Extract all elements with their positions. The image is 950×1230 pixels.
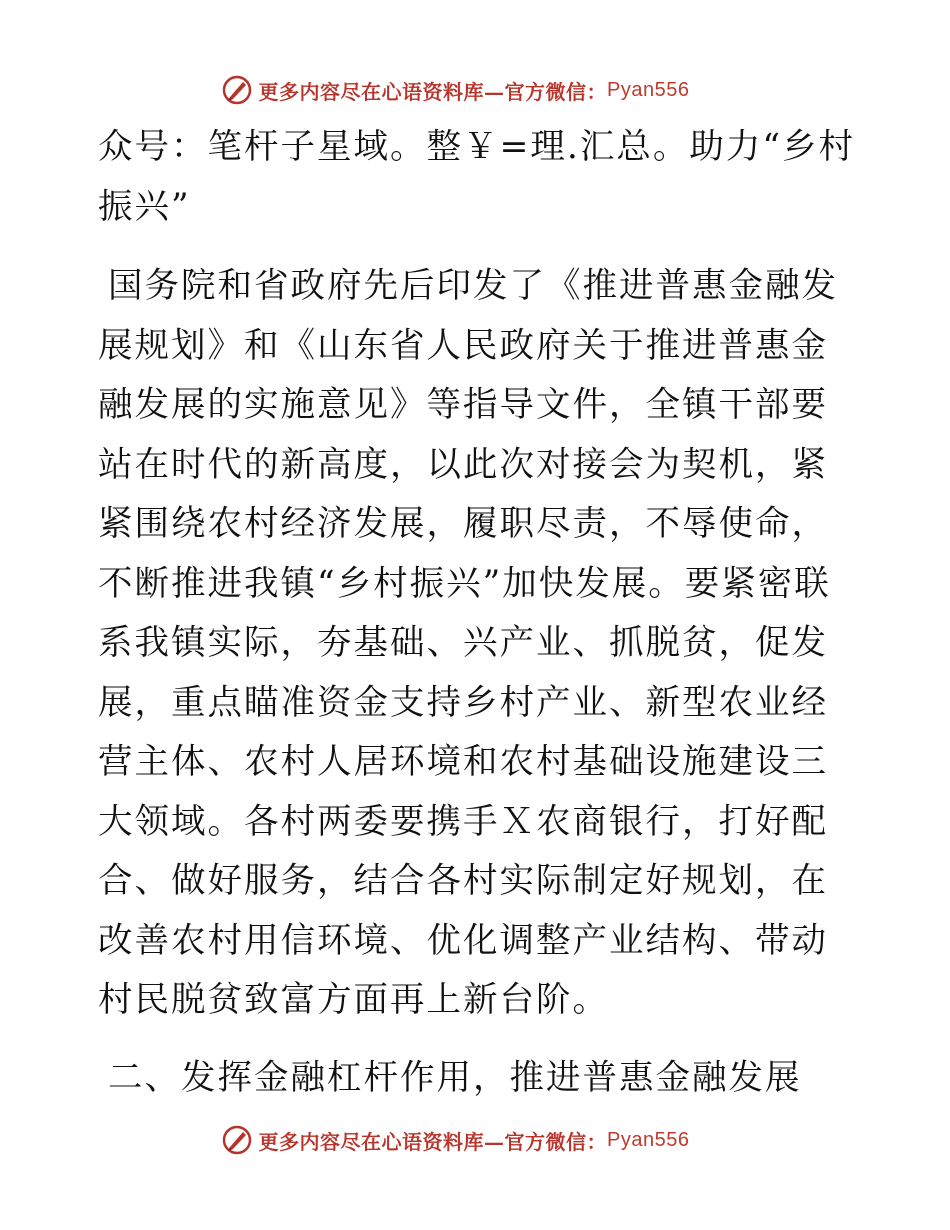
- paragraph-main: 国务院和省政府先后印发了《推进普惠金融发展规划》和《山东省人民政府关于推进普惠金融发展的实施意见》等指导文件，全镇干部要站在时代的新高度，以此次对接会为契机，紧紧围绕农村经济发展，履职尽责，不辱使命，不断推进我镇“乡村振兴”加快发展。要紧密联系我镇实际，夯基础、兴产业、抓脱贫，促发展，重点瞄准资金支持乡村产业、新型农业经营主体、农村人居环境和农村基础设施建设三大领域。各村两委要携手Ｘ农商银行，打好配合、做好服务，结合各村实际制定好规划，在改善农村用信环境、优化调整产业结构、带动村民脱贫致富方面再上新台阶。: [98, 266, 838, 1020]
- watermark-account: Pyan556: [607, 1128, 690, 1151]
- paragraph-intro: 众号：笔杆子星域。整￥=理.汇总。助力“乡村振兴”: [98, 127, 856, 227]
- watermark-text: 更多内容尽在心语资料库—官方微信：: [258, 1129, 608, 1154]
- quill-pen-seal-icon: [221, 1124, 253, 1156]
- footer-watermark: [0, 1120, 950, 1160]
- watermark-account: Pyan556: [607, 78, 690, 101]
- watermark-text: 更多内容尽在心语资料库—官方微信：: [258, 79, 608, 104]
- section-heading: 二、发挥金融杠杆作用，推进普惠金融发展: [108, 1057, 802, 1098]
- header-watermark: [0, 70, 950, 110]
- quill-pen-seal-icon: [221, 74, 253, 106]
- document-body: [98, 118, 858, 1108]
